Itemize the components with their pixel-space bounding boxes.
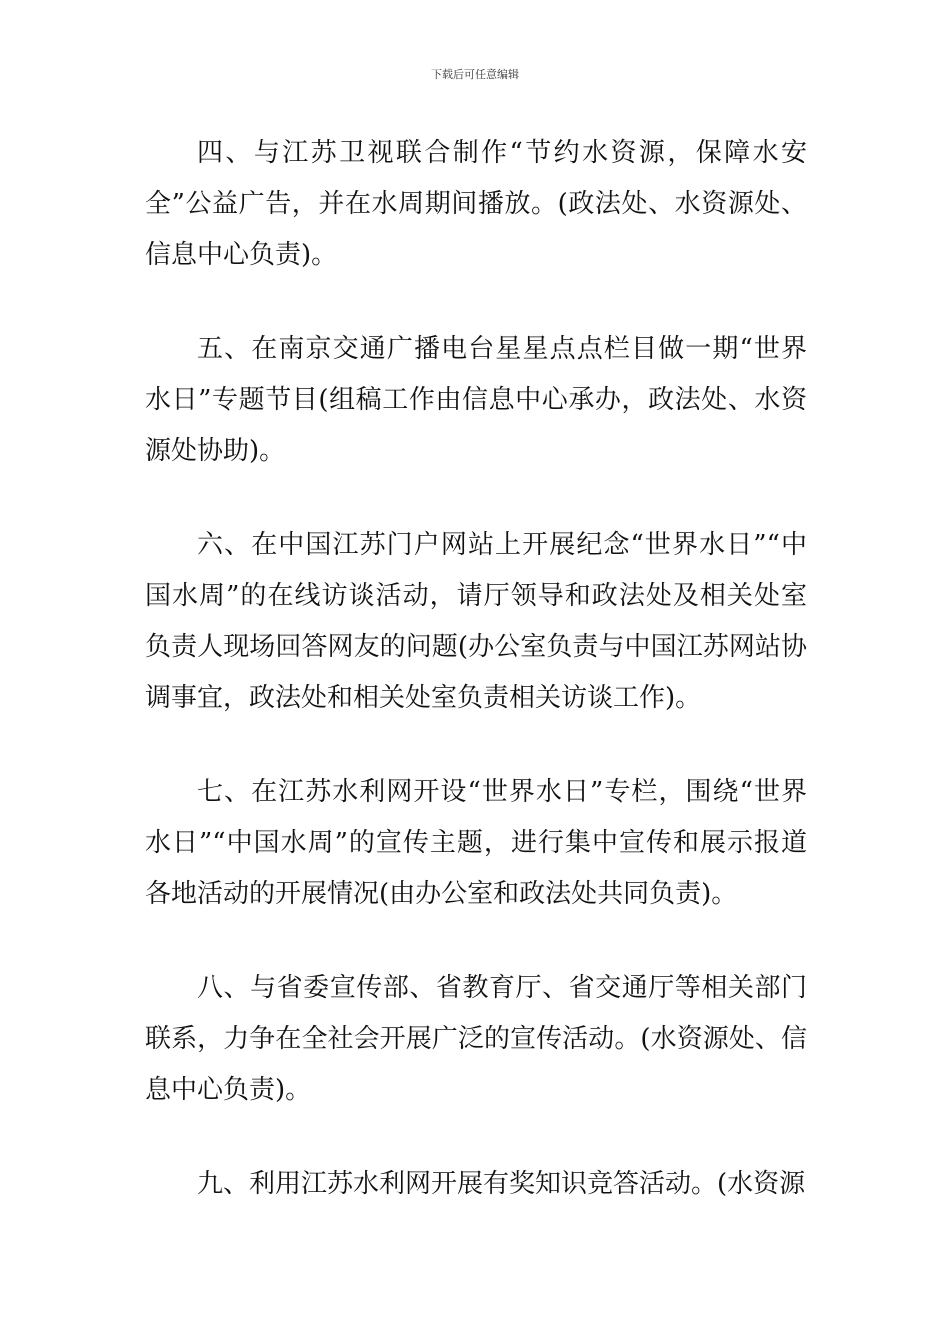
- paragraph-item-4: 四、与江苏卫视联合制作“节约水资源，保障水安全”公益广告，并在水周期间播放。(政法处、水资源处、信息中心负责)。: [145, 138, 807, 270]
- paragraph-item-6: 六、在中国江苏门户网站上开展纪念“世界水日”“中国水周”的在线访谈活动，请厅领导和政法处及相关处室负责人现场回答网友的问题(办公室负责与中国江苏网站协调事宜，政法处和相关处室负责相关访谈工作)。: [145, 530, 807, 713]
- paragraph-item-8: 八、与省委宣传部、省教育厅、省交通厅等相关部门联系，力争在全社会开展广泛的宣传活动。(水资源处、信息中心负责)。: [145, 973, 807, 1105]
- document-body: [145, 128, 807, 1210]
- paragraph-item-7: 七、在江苏水利网开设“世界水日”专栏，围绕“世界水日”“中国水周”的宣传主题，进行集中宣传和展示报道各地活动的开展情况(由办公室和政法处共同负责)。: [145, 777, 807, 909]
- paragraph-item-9: 九、利用江苏水利网开展有奖知识竞答活动。(水资源: [197, 1169, 806, 1199]
- page-header: 下载后可任意编辑: [431, 68, 519, 81]
- paragraph-item-5: 五、在南京交通广播电台星星点点栏目做一期“世界水日”专题节目(组稿工作由信息中心承办，政法处、水资源处协助)。: [145, 334, 807, 466]
